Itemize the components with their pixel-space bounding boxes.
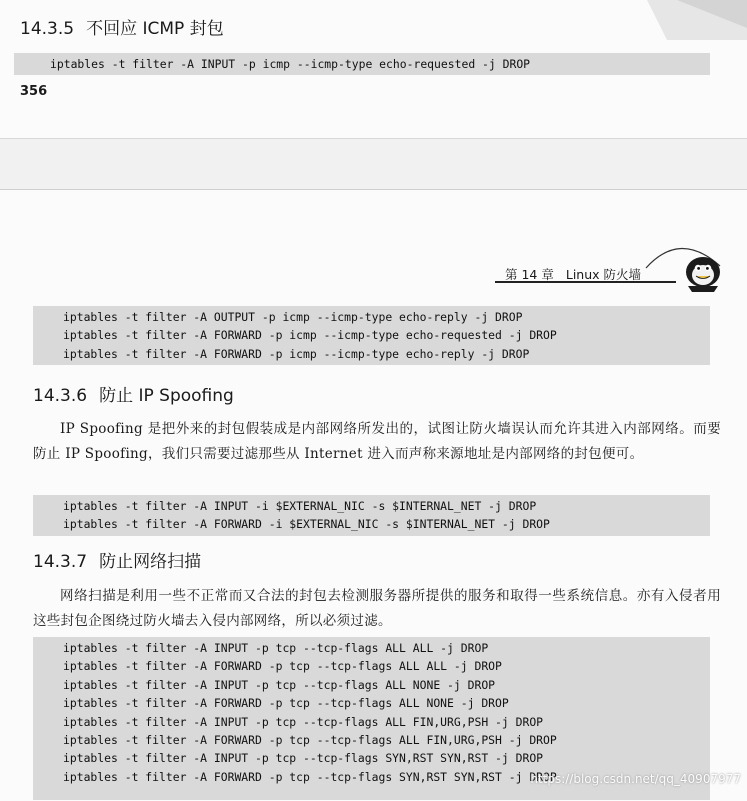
code-line: iptables -t filter -A FORWARD -i $EXTERNAL_NIC -s $INTERNAL_NET -j DROP [63, 517, 550, 532]
section-14-3-6-body: IP Spoofing 是把外来的封包假装成是内部网络所发出的，试图让防火墙误认而允许其进入内部网络。而要防止 IP Spoofing，我们只需要过滤那些从 Internet 进入而声称来源地址是内部网络的封包便可。 [33, 421, 721, 462]
code-line: iptables -t filter -A FORWARD -p tcp --tcp-flags ALL FIN,URG,PSH -j DROP [63, 732, 557, 747]
page-number: 356 [20, 84, 48, 99]
code-block-icmp-input [14, 53, 710, 75]
penguin-mascot-icon [640, 238, 726, 294]
source-watermark: https://blog.csdn.net/qq_40907977 [530, 772, 741, 786]
section-heading-14-3-6: 14.3.6 防止 IP Spoofing [33, 386, 234, 406]
code-line: iptables -t filter -A INPUT -p tcp --tcp-flags ALL FIN,URG,PSH -j DROP [63, 714, 544, 729]
code-line: iptables -t filter -A INPUT -p icmp --icmp-type echo-requested -j DROP [50, 57, 531, 71]
chapter-header: 第 14 章 Linux 防火墙 [505, 267, 642, 282]
code-line: iptables -t filter -A INPUT -p tcp --tcp-flags ALL NONE -j DROP [63, 677, 496, 692]
page-gap [0, 139, 747, 189]
section-heading-14-3-7: 14.3.7 防止网络扫描 [33, 552, 202, 572]
code-line: iptables -t filter -A FORWARD -p tcp --tcp-flags ALL ALL -j DROP [63, 659, 502, 674]
code-line: iptables -t filter -A FORWARD -p icmp --icmp-type echo-requested -j DROP [63, 328, 557, 343]
code-line: iptables -t filter -A INPUT -p tcp --tcp-flags ALL ALL -j DROP [63, 641, 489, 655]
code-line: iptables -t filter -A INPUT -i $EXTERNAL_NIC -s $INTERNAL_NET -j DROP [63, 499, 537, 513]
code-block-icmp-forward [33, 306, 710, 365]
page-corner-decoration [607, 0, 747, 40]
code-line: iptables -t filter -A FORWARD -p tcp --tcp-flags ALL NONE -j DROP [63, 696, 509, 711]
code-line: iptables -t filter -A FORWARD -p icmp --icmp-type echo-reply -j DROP [63, 346, 530, 361]
code-line: iptables -t filter -A OUTPUT -p icmp --icmp-type echo-reply -j DROP [63, 310, 523, 324]
section-heading-14-3-5: 14.3.5 不回应 ICMP 封包 [20, 19, 224, 39]
code-line: iptables -t filter -A FORWARD -p tcp --tcp-flags SYN,RST SYN,RST -j DROP [63, 769, 557, 784]
previous-page [0, 0, 747, 139]
code-block-ip-spoofing [33, 495, 710, 536]
code-line: iptables -t filter -A INPUT -p tcp --tcp-flags SYN,RST SYN,RST -j DROP [63, 751, 544, 766]
section-14-3-7-body: 网络扫描是利用一些不正常而又合法的封包去检测服务器所提供的服务和取得一些系统信息。亦有入侵者用这些封包企图绕过防火墙去入侵内部网络，所以必须过滤。 [33, 588, 721, 629]
